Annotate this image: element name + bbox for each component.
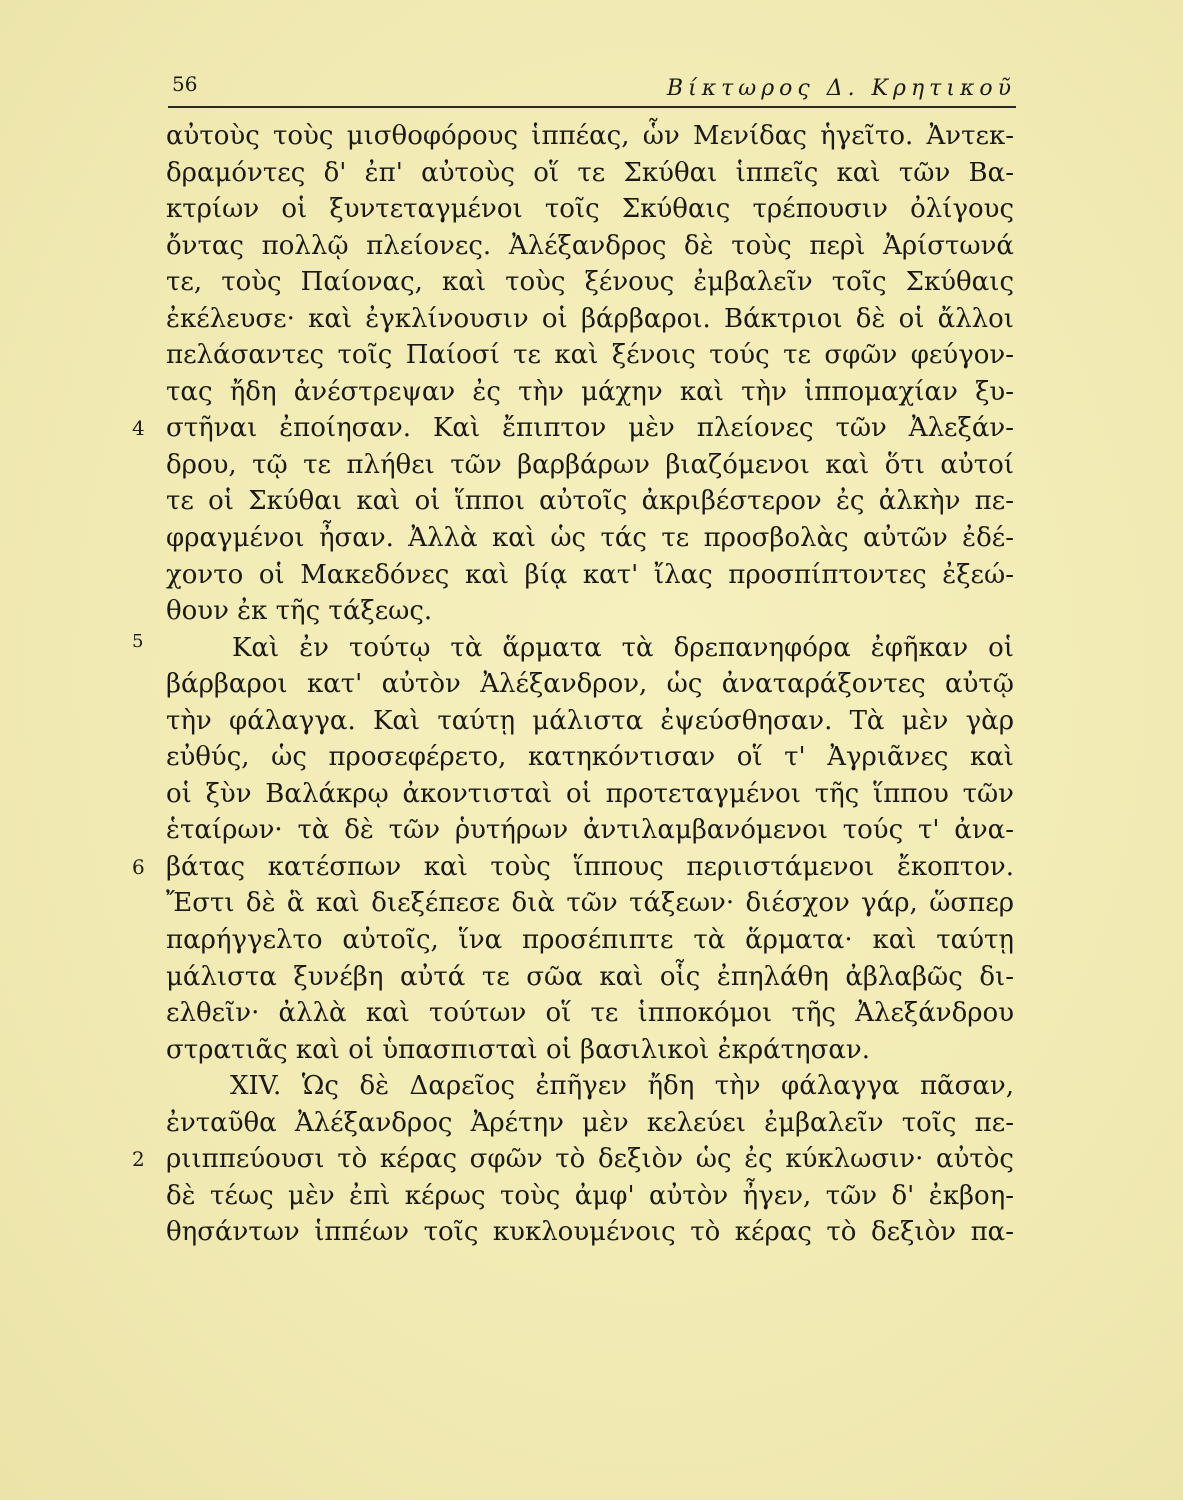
chapter-start-line: XIV. Ὡς δὲ Δαρεῖος ἐπῆγεν ἤδη τὴν φάλαγγα πᾶσαν, xyxy=(230,1071,1014,1102)
text-line: δὲ τέως μὲν ἐπὶ κέρως τοὺς ἀμφ' αὐτὸν ἦγεν, τῶν δ' ἐκβοη- xyxy=(166,1180,1014,1211)
text-line: κτρίων οἱ ξυντεταγμένοι τοῖς Σκύθαις τρέπουσιν ὀλίγους xyxy=(166,194,1014,225)
text-line: οἱ ξὺν Βαλάκρῳ ἀκοντισταὶ οἱ προτεταγμένοι τῆς ἵππου τῶν xyxy=(166,778,1014,809)
text-line: στρατιᾶς καὶ οἱ ὑπασπισταὶ οἱ βασιλικοὶ ἐκράτησαν. xyxy=(166,1034,871,1065)
text-line: αὐτοὺς τοὺς μισθοφόρους ἱππέας, ὧν Μενίδας ἡγεῖτο. Ἀντεκ- xyxy=(166,121,1014,151)
text-line: τε, τοὺς Παίονας, καὶ τοὺς ξένους ἐμβαλεῖν τοῖς Σκύθαις xyxy=(166,267,1014,298)
section-number: 5 xyxy=(132,630,144,652)
text-line: τὴν φάλαγγα. Καὶ ταύτῃ μάλιστα ἐψεύσθησαν. Τὰ μὲν γὰρ xyxy=(166,705,1014,736)
text-line: ὄντας πολλῷ πλείονες. Ἀλέξανδρος δὲ τοὺς περὶ Ἀρίστωνά xyxy=(166,230,1014,261)
body-text xyxy=(132,118,1014,1251)
text-line: τε οἱ Σκύθαι καὶ οἱ ἵπποι αὐτοῖς ἀκριβέστερον ἐς ἀλκὴν πε- xyxy=(166,486,1014,517)
text-line: φραγμένοι ἦσαν. Ἀλλὰ καὶ ὡς τάς τε προσβολὰς αὐτῶν ἐδέ- xyxy=(166,523,1014,554)
text-line: ἑταίρων· τὰ δὲ τῶν ῥυτήρων ἀντιλαμβανόμενοι τούς τ' ἀνα- xyxy=(166,815,1014,846)
text-line: τας ἤδη ἀνέστρεψαν ἐς τὴν μάχην καὶ τὴν ἱππομαχίαν ξυ- xyxy=(166,376,1014,407)
text-line: 4 στῆναι ἐποίησαν. Καὶ ἔπιπτον μὲν πλείονες τῶν Ἀλεξάν- xyxy=(166,410,1014,447)
text-line: βάρβαροι κατ' αὐτὸν Ἀλέξανδρον, ὡς ἀναταράξοντες αὐτῷ xyxy=(166,669,1014,700)
section-number: 6 xyxy=(132,854,145,879)
text-line: δρου, τῷ τε πλήθει τῶν βαρβάρων βιαζόμενοι καὶ ὅτι αὐτοί xyxy=(166,449,1014,480)
text-line: χοντο οἱ Μακεδόνες καὶ βίᾳ κατ' ἴλας προσπίπτοντες ἐξεώ- xyxy=(166,559,1014,590)
text-line: 6 βάτας κατέσπων καὶ τοὺς ἵππους περιιστάμενοι ἔκοπτον. xyxy=(166,849,1014,886)
text-line: 2 ριιππεύουσι τὸ κέρας σφῶν τὸ δεξιὸν ὡς ἐς κύκλωσιν· αὐτὸς xyxy=(166,1141,1014,1178)
header-rule xyxy=(168,106,1016,108)
running-head: Βίκτωρος Δ. Κρητικοῦ xyxy=(666,76,1016,101)
text-line: θουν ἐκ τῆς τάξεως. xyxy=(166,596,433,627)
text-line: πελάσαντες τοῖς Παίοσί τε καὶ ξένοις τούς τε σφῶν φεύγον- xyxy=(166,340,1014,371)
text-line: παρήγγελτο αὐτοῖς, ἵνα προσέπιπτε τὰ ἅρματα· καὶ ταύτῃ xyxy=(166,925,1014,956)
page-header xyxy=(168,68,1016,108)
text-line: δραμόντες δ' ἐπ' αὐτοὺς οἵ τε Σκύθαι ἱππεῖς καὶ τῶν Βα- xyxy=(166,157,1014,188)
text-line: Ἔστι δὲ ἃ καὶ διεξέπεσε διὰ τῶν τάξεων· διέσχον γάρ, ὥσπερ xyxy=(166,888,1014,919)
text-line: 5 Καὶ ἐν τούτῳ τὰ ἅρματα τὰ δρεπανηφόρα ἐφῆκαν οἱ xyxy=(166,630,1014,667)
text-line: μάλιστα ξυνέβη αὐτά τε σῶα καὶ οἷς ἐπηλάθη ἀβλαβῶς δι- xyxy=(166,961,1014,992)
text-line: ελθεῖν· ἀλλὰ καὶ τούτων οἵ τε ἱπποκόμοι τῆς Ἀλεξάνδρου xyxy=(166,998,1014,1029)
page-number: 56 xyxy=(172,72,198,96)
text-line: εὐθύς, ὡς προσεφέρετο, κατηκόντισαν οἵ τ' Ἀγριᾶνες καὶ xyxy=(166,742,1014,773)
text-line: ἐνταῦθα Ἀλέξανδρος Ἀρέτην μὲν κελεύει ἐμβαλεῖν τοῖς πε- xyxy=(166,1107,1014,1138)
section-number: 2 xyxy=(132,1147,145,1172)
text-line: ἐκέλευσε· καὶ ἐγκλίνουσιν οἱ βάρβαροι. Βάκτριοι δὲ οἱ ἄλλοι xyxy=(166,303,1014,334)
text-line: θησάντων ἱππέων τοῖς κυκλουμένοις τὸ κέρας τὸ δεξιὸν πα- xyxy=(166,1217,1014,1248)
section-number: 4 xyxy=(132,416,145,441)
